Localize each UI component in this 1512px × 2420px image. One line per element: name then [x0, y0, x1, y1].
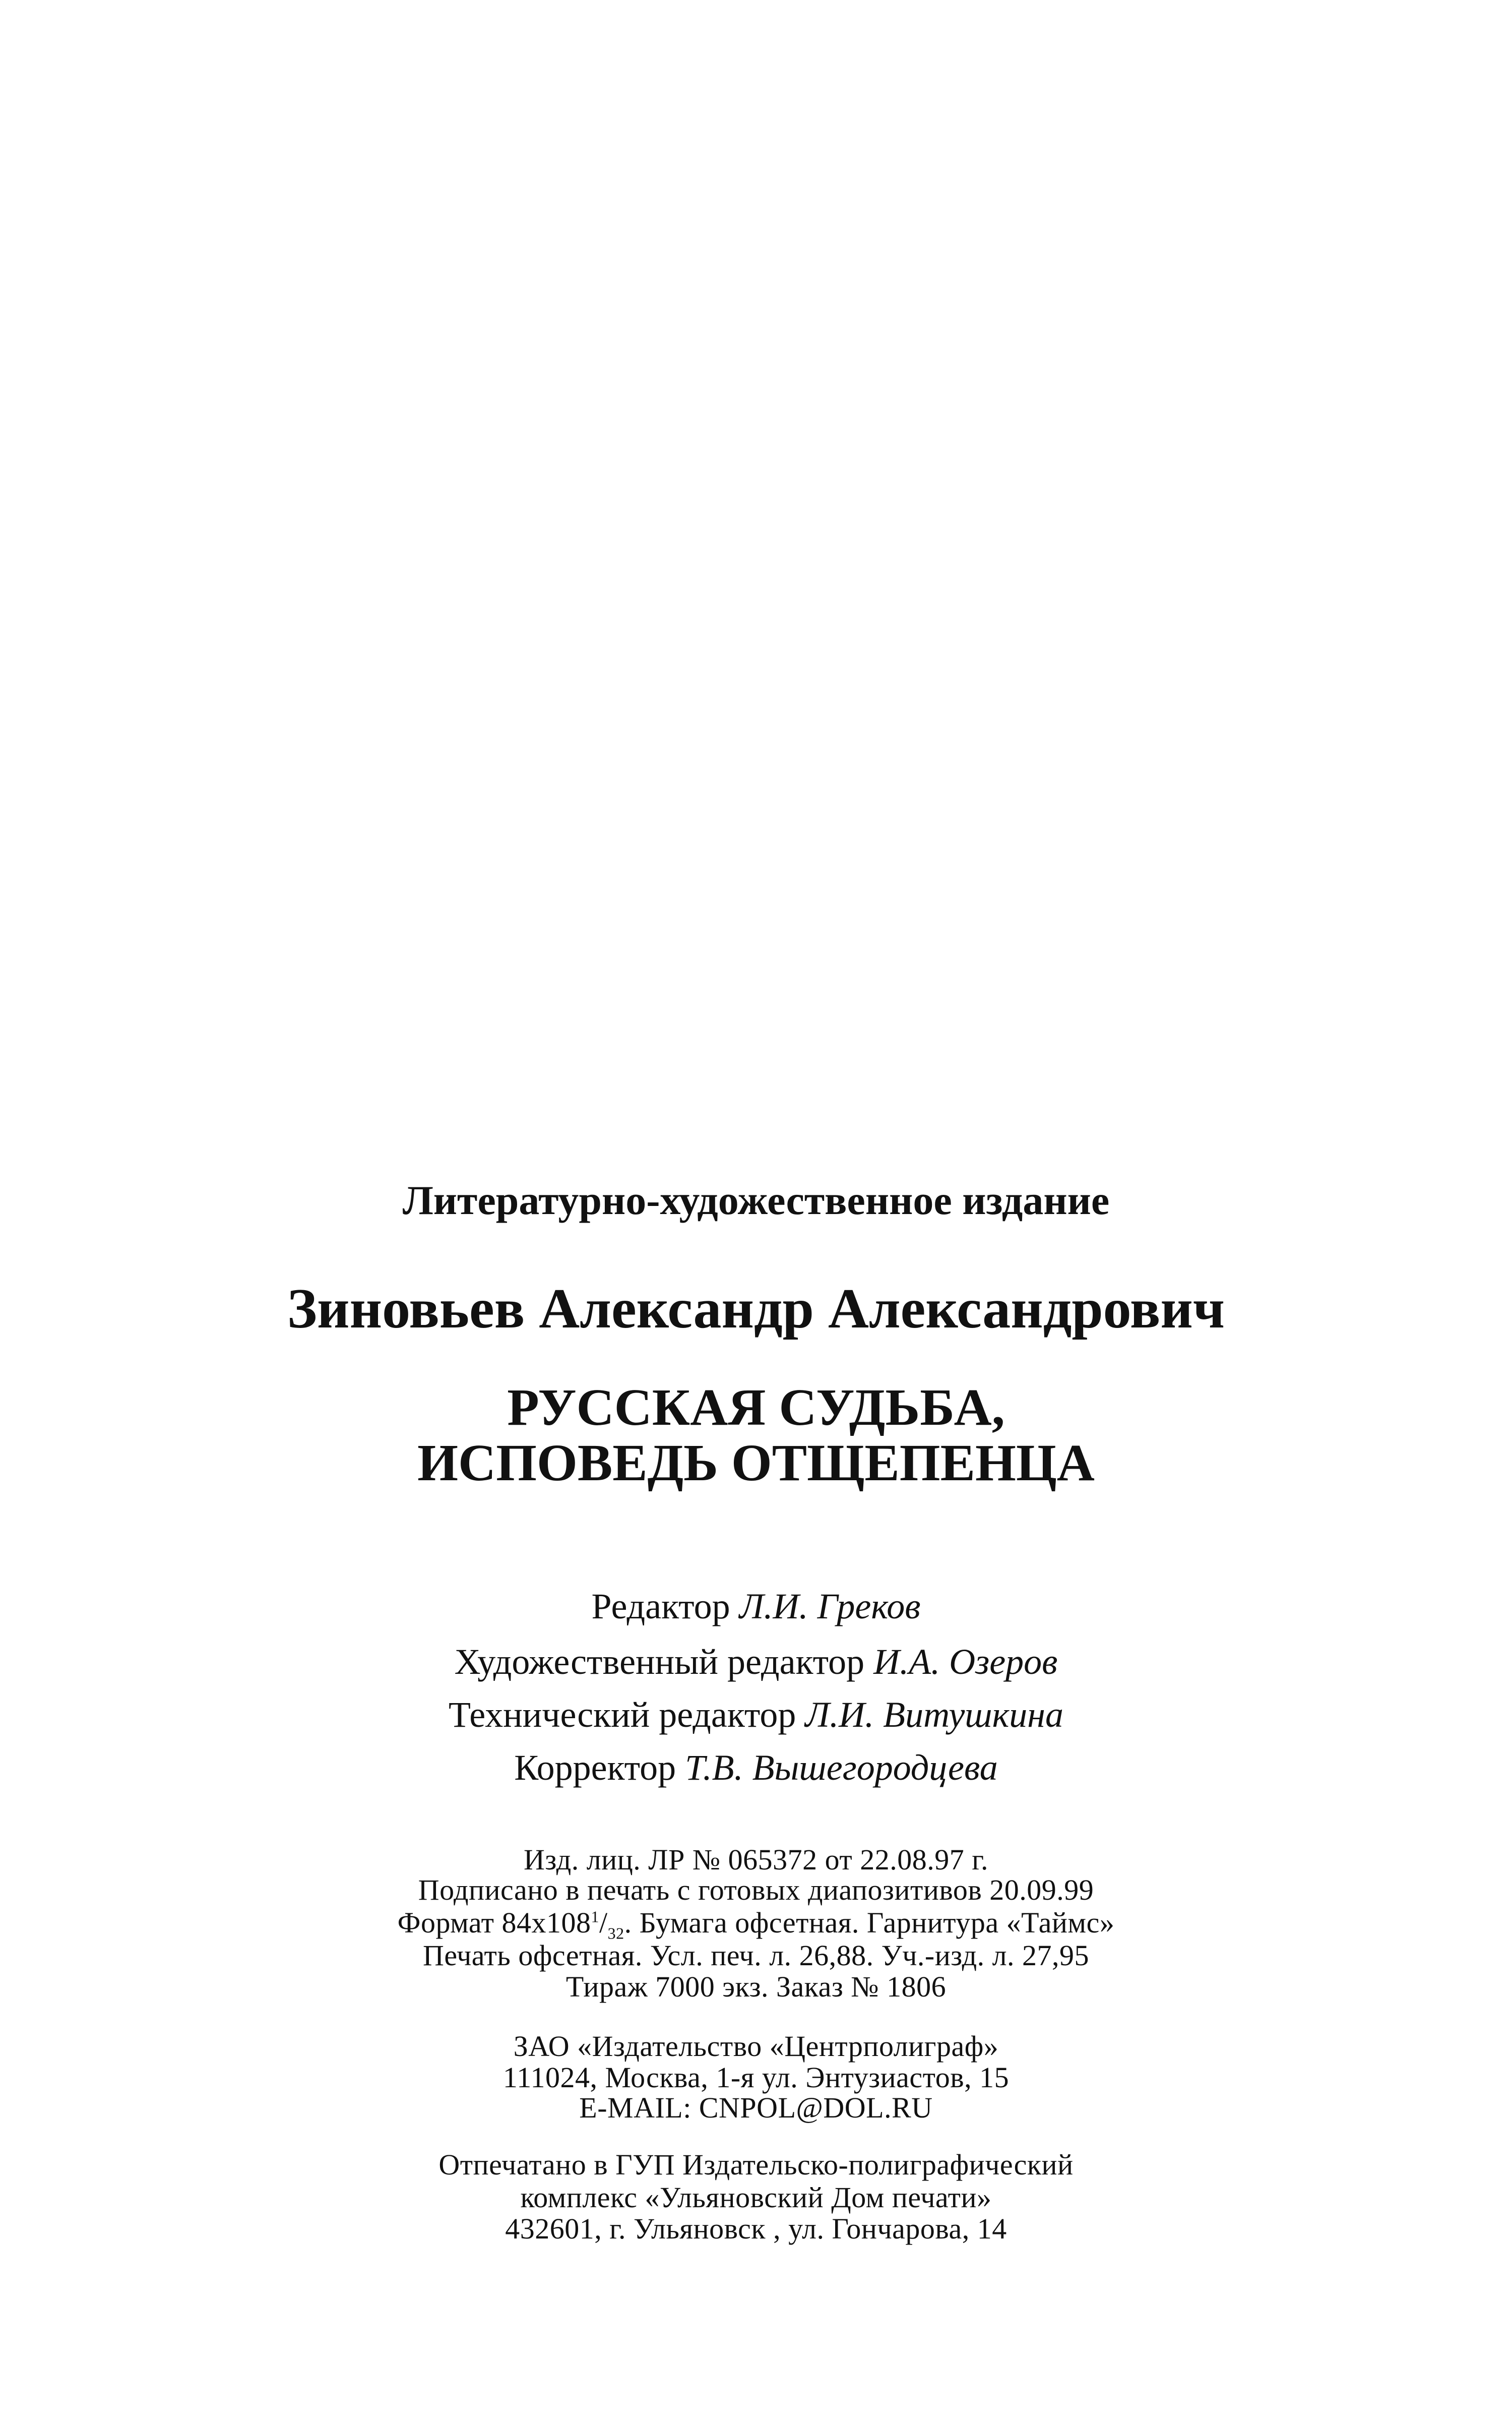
book-title-line-1: РУССКАЯ СУДЬБА,: [507, 1378, 1005, 1436]
imprint-signed: Подписано в печать с готовых диапозитивов 20.09.99: [418, 1873, 1094, 1906]
printer-line-2: комплекс «Ульяновский Дом печати»: [520, 2181, 992, 2214]
printer-line-3: 432601, г. Ульяновск , ул. Гончарова, 14: [505, 2212, 1007, 2245]
format-numerator: 1: [591, 1907, 599, 1926]
credit-technical-editor: [0, 1697, 1512, 1733]
credit-person: Л.И. Греков: [739, 1586, 921, 1626]
credit-person: Л.И. Витушкина: [805, 1695, 1064, 1735]
printer-line-1: Отпечатано в ГУП Издательско-полиграфический: [438, 2148, 1074, 2181]
format-slash: /: [599, 1906, 608, 1939]
credit-person: Т.В. Вышегородцева: [685, 1747, 998, 1788]
credit-proofreader: [0, 1749, 1512, 1786]
imprint-run: Тираж 7000 экз. Заказ № 1806: [565, 1970, 947, 2003]
imprint-print: Печать офсетная. Усл. печ. л. 26,88. Уч.-изд. л. 27,95: [422, 1939, 1090, 1972]
publisher-email: E-MAIL: CNPOL@DOL.RU: [579, 2091, 933, 2124]
format-prefix: Формат 84х108: [397, 1906, 591, 1939]
publisher-name: ЗАО «Издательство «Центрполиграф»: [513, 2030, 999, 2063]
imprint-license: Изд. лиц. ЛР № 065372 от 22.08.97 г.: [523, 1843, 989, 1876]
imprint-format: [0, 1906, 1512, 1943]
format-denominator: 32: [607, 1924, 624, 1943]
credit-role: Художественный редактор: [454, 1642, 865, 1682]
credit-role: Технический редактор: [448, 1695, 796, 1735]
publisher-address: 111024, Москва, 1-я ул. Энтузиастов, 15: [502, 2061, 1010, 2094]
genre-label: Литературно-художественное издание: [402, 1177, 1110, 1223]
credit-art-editor: [0, 1644, 1512, 1680]
credit-person: И.А. Озеров: [873, 1642, 1058, 1682]
book-title-line-2: ИСПОВЕДЬ ОТЩЕПЕНЦА: [417, 1434, 1095, 1492]
credit-editor: [0, 1588, 1512, 1624]
credit-role: Редактор: [591, 1586, 730, 1626]
credit-role: Корректор: [514, 1747, 676, 1788]
author-name: Зиновьев Александр Александрович: [287, 1278, 1225, 1340]
format-suffix: . Бумага офсетная. Гарнитура «Таймс»: [624, 1906, 1115, 1939]
